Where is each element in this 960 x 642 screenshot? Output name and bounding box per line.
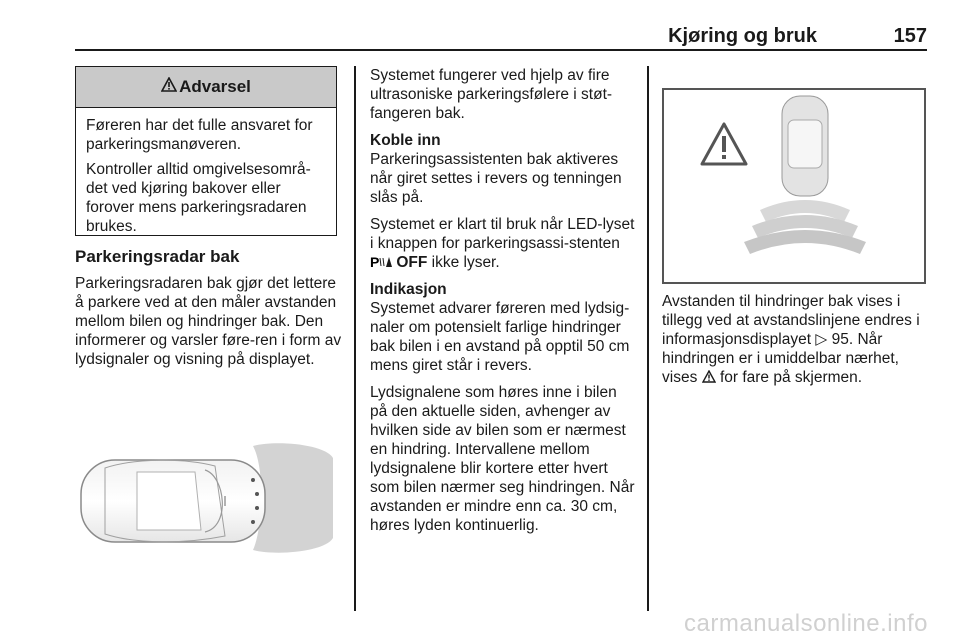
indication-text-2: Lydsignalene som høres inne i bilen på den aktuelle siden, avhenger av hvilken side av bilen som er nærmest en hindring. Intervallene mellom lydsignalene blir kortere etter hvert som bilen nærmer seg hindringen. Når avstanden er mindre enn ca. 30 cm, høres lyden kontinuerlig. <box>370 384 635 534</box>
column-2 <box>370 66 638 543</box>
section-heading: Parkeringsradar bak <box>75 247 240 266</box>
activation-text: Parkeringsassistenten bak aktiveres når giret settes i revers og tenningen slås på. <box>370 151 622 206</box>
indication-text-1: Systemet advarer føreren med lydsig-naler om potensielt farlige hindringer bak bilen i en avstand på opptil 50 cm mens giret står i revers. <box>370 300 630 374</box>
column-3 <box>662 292 930 395</box>
warning-text-1: Føreren har det fulle ansvaret for parkeringsmanøveren. <box>86 117 313 153</box>
led-text: Systemet er klart til bruk når LED-lyset i knappen for parkeringsassi-stenten P OFF ikke lyser. <box>370 216 635 271</box>
display-text: Avstanden til hindringer bak vises i tillegg ved at avstandslinjene endres i informasjonsdisplayet ▷ 95. Når hindringen er i umiddelbar nærhet, vises for fare på skjermen. <box>662 293 920 386</box>
page-reference-icon: ▷ <box>815 331 828 348</box>
warning-icon <box>161 77 177 97</box>
car-sensor-illustration <box>75 388 337 600</box>
warning-box <box>75 66 337 236</box>
column-divider-1 <box>354 66 356 611</box>
subheading-koble-inn: Koble inn <box>370 132 441 149</box>
warning-header <box>76 67 336 108</box>
page-number: 157 <box>893 25 927 47</box>
warning-title: Advarsel <box>179 77 251 96</box>
watermark: carmanualsonline.info <box>684 610 928 637</box>
warning-text-2: Kontroller alltid omgivelsesområ-det ved kjøring bakover eller forover mens parkeringsradaren brukes. <box>86 161 311 235</box>
section-title: Kjøring og bruk <box>668 25 817 47</box>
parking-button-label: P OFF <box>370 254 428 271</box>
column-divider-2 <box>647 66 649 611</box>
page-header <box>75 25 927 51</box>
system-intro: Systemet fungerer ved hjelp av fire ultrasoniske parkeringsfølere i støt-fangeren bak. <box>370 67 613 122</box>
page-reference[interactable]: 95 <box>831 331 849 348</box>
danger-icon <box>702 369 716 386</box>
svg-text:P: P <box>370 255 380 268</box>
parking-sensor-icon <box>370 255 392 268</box>
subheading-indikasjon: Indikasjon <box>370 281 447 298</box>
column-1 <box>75 246 345 377</box>
intro-paragraph: Parkeringsradaren bak gjør det lettere å parkere ved at den måler avstanden mellom bilen og hindringer bak. Den informerer og varsler føre-ren i form av lydsignaler og visning på displayet. <box>75 275 342 368</box>
info-display-illustration <box>662 88 926 284</box>
